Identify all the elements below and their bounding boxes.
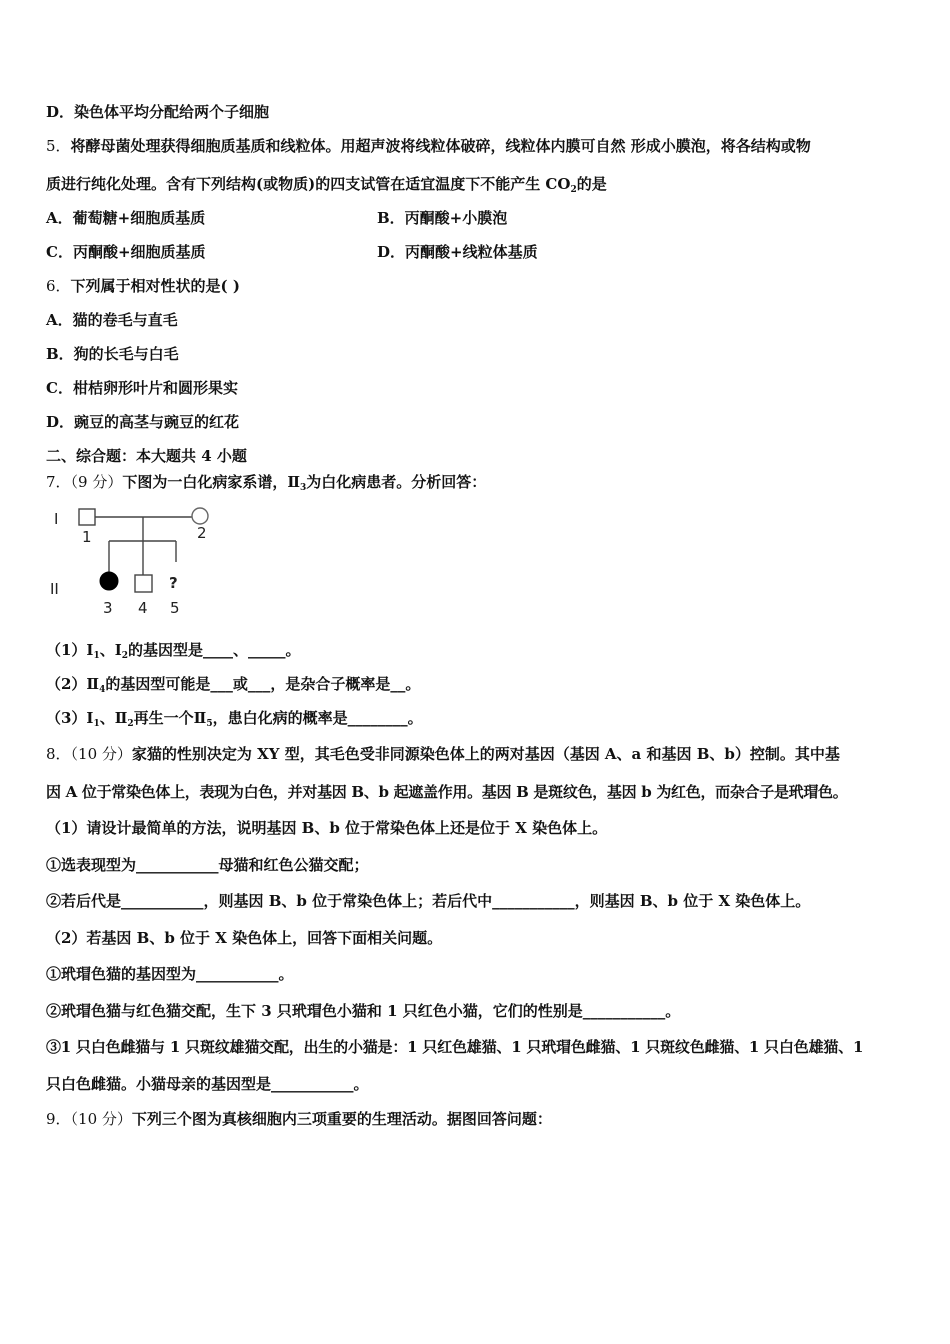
generation-1-label: I (54, 510, 59, 528)
q7-score: （9 分） (70, 473, 123, 491)
q6-option-b: B．狗的长毛与白毛 (46, 345, 179, 363)
q7-p1-text-a: （1）Ⅰ (46, 641, 94, 659)
q8-line1-text: 家猫的性别决定为 XY 型，其毛色受非同源染色体上的两对基因（基因 A、a 和基因 B、b）控制。其中基 (131, 745, 840, 763)
label-i2: 2 (197, 524, 207, 542)
q8-stem-line2: 因 A 位于常染色体上，表现为白色，并对基因 B、b 起遮盖作用。基因 B 是斑纹色，基因 b 为红色，而杂合子是玳瑁色。 (46, 783, 848, 801)
q5-stem-line2-pre: 质进行纯化处理。含有下列结构(或物质)的四支试管在适宜温度下不能产生 CO (46, 175, 571, 193)
q7-p2-text-a: （2）Ⅱ (46, 675, 100, 693)
individual-i2-female (192, 508, 208, 524)
q7-part-1 (46, 640, 301, 660)
q7-p1-text-c: 的基因型是____、_____。 (128, 641, 301, 659)
q9-score: （10 分） (70, 1110, 132, 1128)
q5-option-c: C．丙酮酸+细胞质基质 (46, 243, 206, 261)
q7-p2-sub1: 4 (99, 685, 106, 695)
q5-stem-line2 (46, 174, 607, 194)
individual-i1-male (79, 509, 95, 525)
q9-stem (46, 1109, 552, 1129)
q5-option-a: A．葡萄糖+细胞质基质 (46, 209, 206, 227)
q8-step-2b: ②玳瑁色猫与红色猫交配，生下 3 只玳瑁色小猫和 1 只红色小猫，它们的性别是___________。 (46, 1002, 681, 1020)
q8-step-2c-line2: 只白色雌猫。小猫母亲的基因型是___________。 (46, 1075, 369, 1093)
pedigree-chart (40, 500, 240, 625)
q8-number: 8． (46, 745, 71, 763)
q7-stem (46, 472, 486, 492)
q7-p3-text-d: ，患白化病的概率是________。 (212, 709, 423, 727)
q9-stem-text: 下列三个图为真核细胞内三项重要的生理活动。据图回答问题： (131, 1110, 552, 1128)
q7-number: 7． (46, 473, 71, 491)
q5-co2-subscript: 2 (570, 185, 577, 195)
q6-option-a: A．猫的卷毛与直毛 (46, 311, 178, 329)
q5-number: 5． (46, 137, 71, 155)
q7-p3-text-c: 再生一个Ⅱ (133, 709, 207, 727)
q6-option-d: D．豌豆的高茎与豌豆的红花 (46, 413, 240, 431)
q8-step-1a: ①选表现型为___________母猫和红色公猫交配； (46, 856, 369, 874)
q8-stem-line1 (46, 744, 840, 764)
q9-number: 9． (46, 1110, 71, 1128)
q8-subquestion-2: （2）若基因 B、b 位于 X 染色体上，回答下面相关问题。 (46, 929, 443, 947)
section-heading: 二、综合题：本大题共 4 小题 (46, 447, 247, 465)
q7-p1-sub1: 1 (93, 651, 100, 661)
q4-option-d: D．染色体平均分配给两个子细胞 (46, 103, 270, 121)
q7-part-2 (46, 674, 420, 694)
q7-p1-text-b: 、Ⅰ (99, 641, 122, 659)
q6-option-c: C．柑桔卵形叶片和圆形果实 (46, 379, 238, 397)
q6-stem (46, 276, 240, 296)
label-ii4: 4 (138, 599, 148, 617)
q8-step-2a: ①玳瑁色猫的基因型为___________。 (46, 965, 294, 983)
q5-option-b: B．丙酮酸+小膜泡 (377, 209, 508, 227)
q7-p3-text-a: （3）Ⅰ (46, 709, 94, 727)
q7-p3-sub2: 2 (127, 719, 134, 729)
q6-stem-text: 下列属于相对性状的是( ) (70, 277, 240, 295)
q7-p3-sub1: 1 (93, 719, 100, 729)
q7-p3-text-b: 、Ⅱ (99, 709, 128, 727)
label-ii5: 5 (170, 599, 180, 617)
q7-part-3 (46, 708, 423, 728)
q5-option-d: D．丙酮酸+线粒体基质 (377, 243, 538, 261)
generation-2-label: II (50, 580, 59, 598)
q8-step-1b: ②若后代是___________，则基因 B、b 位于常染色体上；若后代中___________，则基因 B、b 位于 X 染色体上。 (46, 892, 811, 910)
q8-subquestion-1: （1）请设计最简单的方法，说明基因 B、b 位于常染色体上还是位于 X 染色体上。 (46, 819, 608, 837)
q7-stem-post: 为白化病患者。分析回答： (306, 473, 487, 491)
q6-number: 6． (46, 277, 71, 295)
q7-stem-pre: 下图为一白化病家系谱，Ⅱ (122, 473, 301, 491)
label-i1: 1 (82, 528, 92, 546)
q7-p3-sub3: 5 (206, 719, 213, 729)
q5-stem-line1 (46, 136, 811, 156)
label-ii3: 3 (103, 599, 113, 617)
q8-step-2c-line1: ③1 只白色雌猫与 1 只斑纹雄猫交配，出生的小猫是：1 只红色雄猫、1 只玳瑁色雌猫、1 只斑纹色雌猫、1 只白色雄猫、1 (46, 1038, 864, 1056)
q5-stem-text: 将酵母菌处理获得细胞质基质和线粒体。用超声波将线粒体破碎，线粒体内膜可自然 形成小膜泡，将各结构或物 (70, 137, 811, 155)
individual-ii3-affected-female (100, 572, 118, 590)
q8-score: （10 分） (70, 745, 132, 763)
q7-p2-text-b: 的基因型可能是___或___，是杂合子概率是__。 (105, 675, 421, 693)
individual-ii4-male (135, 575, 152, 592)
q7-p1-sub2: 2 (121, 651, 129, 661)
individual-ii5-unknown: ? (169, 574, 178, 592)
q5-stem-line2-post: 的是 (576, 175, 607, 193)
q7-stem-subscript: 3 (300, 483, 307, 493)
